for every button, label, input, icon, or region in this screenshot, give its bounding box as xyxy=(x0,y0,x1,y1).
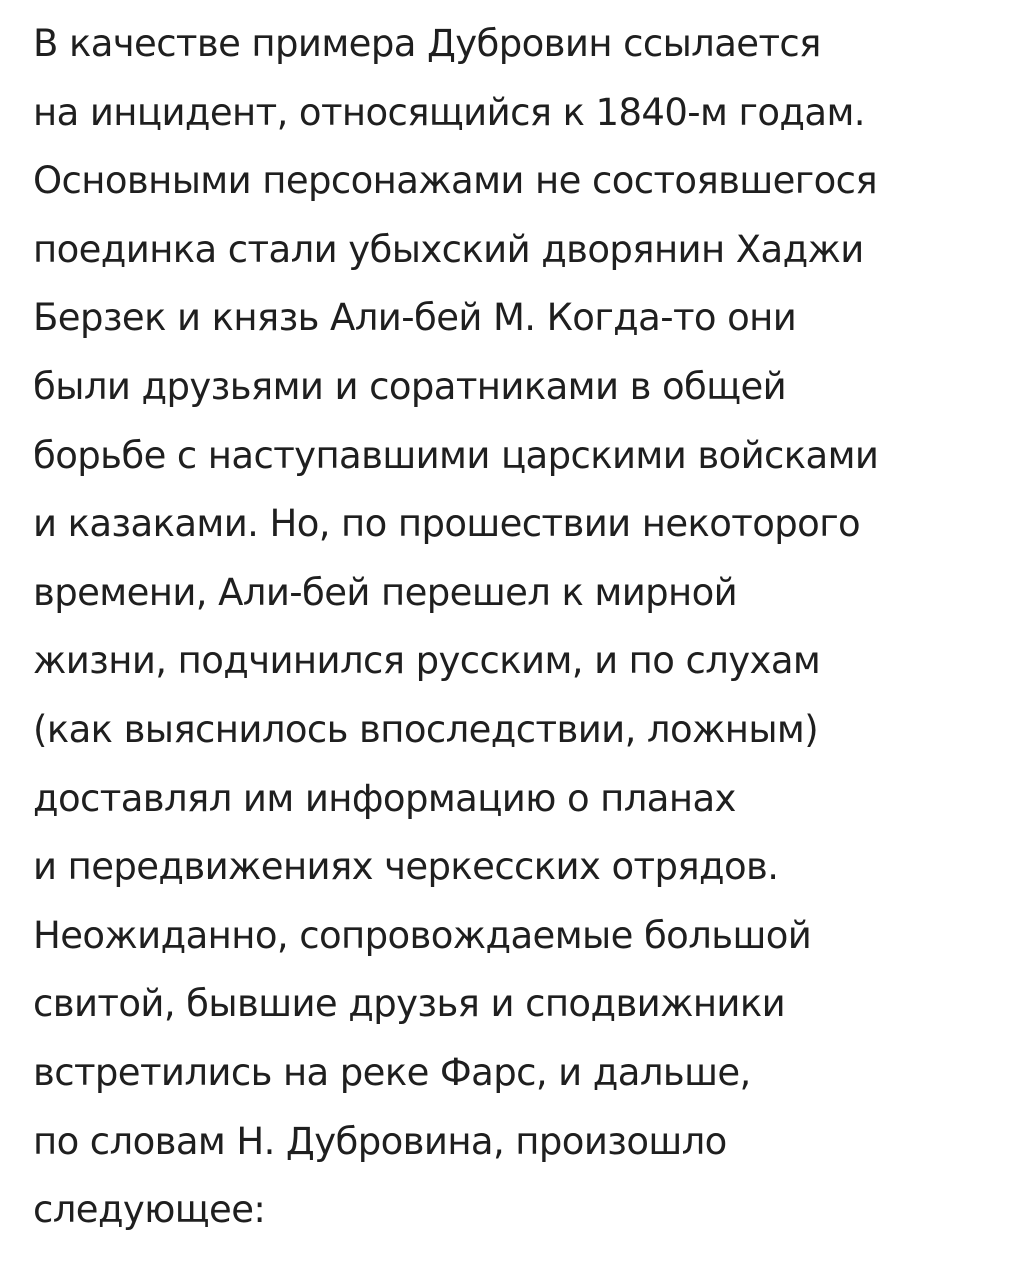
text-line: Основными персонажами не состоявшегося xyxy=(33,159,878,203)
text-line: борьбе с наступавшими царскими войсками xyxy=(33,433,879,477)
text-line: доставлял им информацию о планах xyxy=(33,776,736,820)
text-line: Неожиданно, сопровождаемые большой xyxy=(33,913,812,957)
text-line: на инцидент, относящийся к 1840-м годам. xyxy=(33,90,865,134)
text-line: и казаками. Но, по прошествии некоторого xyxy=(33,502,861,546)
text-line: свитой, бывшие друзья и сподвижники xyxy=(33,982,786,1026)
text-line: поединка стали убыхский дворянин Хаджи xyxy=(33,227,864,271)
text-line: В качестве примера Дубровин ссылается xyxy=(33,22,821,65)
text-line: Берзек и князь Али-бей М. Когда-то они xyxy=(33,296,797,340)
text-line: жизни, подчинился русским, и по слухам xyxy=(33,639,821,683)
text-line: и передвижениях черкесских отрядов. xyxy=(33,845,779,889)
text-line: времени, Али-бей перешел к мирной xyxy=(33,570,738,614)
text-line: были друзьями и соратниками в общей xyxy=(33,364,787,408)
text-line: по словам Н. Дубровина, произошло xyxy=(33,1119,727,1163)
text-line: (как выяснилось впоследствии, ложным) xyxy=(33,707,819,751)
text-line: следующее: xyxy=(33,1188,266,1232)
article-text xyxy=(33,10,1008,1245)
text-line: встретились на реке Фарс, и дальше, xyxy=(33,1050,751,1094)
